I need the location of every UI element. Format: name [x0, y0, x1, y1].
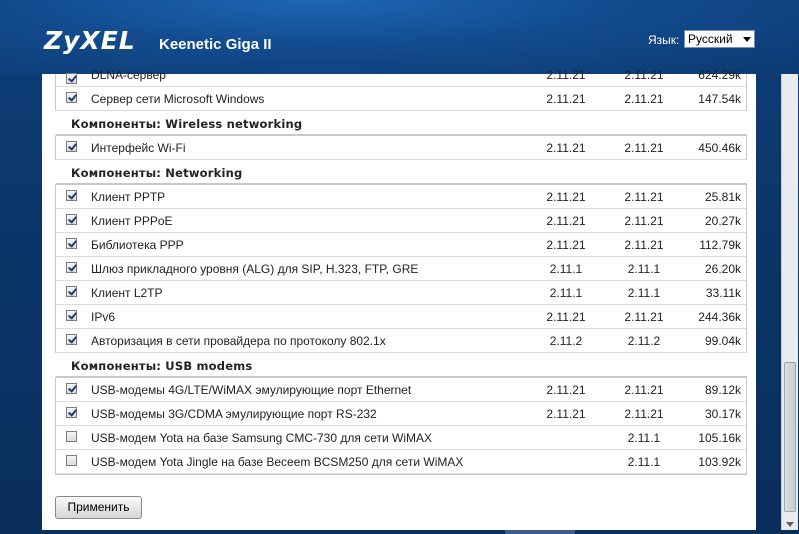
table-row — [56, 402, 746, 426]
component-checkbox[interactable] — [66, 190, 77, 201]
components-table — [55, 68, 747, 475]
component-checkbox[interactable] — [66, 92, 77, 103]
component-checkbox[interactable] — [66, 238, 77, 249]
component-size: 30.17k — [704, 407, 741, 421]
component-size: 20.27k — [704, 214, 741, 228]
table-row — [56, 185, 746, 209]
component-checkbox[interactable] — [66, 310, 77, 321]
component-checkbox[interactable] — [66, 141, 77, 152]
component-size: 105.16k — [698, 431, 741, 445]
component-checkbox[interactable] — [66, 334, 77, 345]
component-name: USB-модем Yota Jingle на базе Beceem BCSM250 для сети WiMAX — [91, 455, 464, 469]
component-name: Сервер сети Microsoft Windows — [91, 92, 265, 106]
language-selected-value: Русский — [688, 32, 733, 46]
bottom-tab-indicator — [505, 530, 575, 534]
table-row — [56, 257, 746, 281]
component-name: USB-модемы 4G/LTE/WiMAX эмулирующие порт Ethernet — [91, 383, 412, 397]
available-version: 2.11.1 — [627, 455, 661, 469]
table-row — [56, 68, 746, 87]
component-checkbox[interactable] — [66, 431, 77, 442]
component-name: Библиотека PPP — [91, 238, 184, 252]
installed-version: 2.11.21 — [546, 310, 586, 324]
apply-button[interactable]: Применить — [55, 496, 142, 519]
component-checkbox[interactable] — [66, 262, 77, 273]
available-version: 2.11.21 — [624, 214, 664, 228]
component-checkbox[interactable] — [66, 407, 77, 418]
components-panel — [42, 68, 756, 530]
scrollbar-thumb[interactable] — [784, 362, 796, 512]
bottom-tab-strip — [0, 530, 799, 534]
table-row — [56, 281, 746, 305]
component-size: 244.36k — [698, 310, 741, 324]
component-name: Авторизация в сети провайдера по протоколу 802.1x — [91, 334, 386, 348]
group-title: Компоненты: Wireless networking — [71, 117, 303, 131]
group-title: Компоненты: USB modems — [71, 359, 253, 373]
available-version: 2.11.1 — [627, 286, 661, 300]
component-size: 99.04k — [704, 334, 741, 348]
table-row — [56, 329, 746, 353]
header-bar — [0, 0, 799, 74]
component-size: 26.20k — [704, 262, 741, 276]
table-row — [56, 233, 746, 257]
component-size: 25.81k — [704, 190, 741, 204]
available-version: 2.11.1 — [627, 431, 661, 445]
installed-version: 2.11.1 — [549, 286, 583, 300]
installed-version: 2.11.21 — [546, 68, 586, 82]
component-group-header — [55, 160, 747, 185]
component-name: Шлюз прикладного уровня (ALG) для SIP, H.323, FTP, GRE — [91, 262, 419, 276]
scroll-down-arrow-icon[interactable] — [786, 522, 794, 527]
installed-version: 2.11.21 — [546, 190, 586, 204]
available-version: 2.11.1 — [627, 262, 661, 276]
component-size: 147.54k — [698, 92, 741, 106]
component-size: 89.12k — [704, 383, 741, 397]
component-checkbox[interactable] — [66, 455, 77, 466]
product-name: Keenetic Giga II — [159, 36, 272, 53]
available-version: 2.11.21 — [624, 68, 664, 82]
component-group-header — [55, 353, 747, 378]
component-name: DLNA-сервер — [91, 68, 166, 82]
available-version: 2.11.21 — [624, 407, 664, 421]
component-name: IPv6 — [91, 310, 116, 324]
table-row — [56, 426, 746, 450]
available-version: 2.11.21 — [624, 310, 664, 324]
table-row — [56, 209, 746, 233]
component-name: Клиент PPPoE — [91, 214, 173, 228]
component-size: 103.92k — [698, 455, 741, 469]
zyxel-logo: ZyXEL — [44, 26, 136, 55]
installed-version: 2.11.21 — [546, 238, 586, 252]
installed-version: 2.11.21 — [546, 141, 586, 155]
component-checkbox[interactable] — [66, 73, 77, 84]
table-row — [56, 450, 746, 474]
component-name: Интерфейс Wi-Fi — [91, 141, 186, 155]
installed-version: 2.11.2 — [549, 334, 583, 348]
language-label: Язык: — [648, 33, 680, 47]
installed-version: 2.11.21 — [546, 92, 586, 106]
available-version: 2.11.21 — [624, 238, 664, 252]
chevron-down-icon — [743, 37, 751, 42]
component-name: USB-модем Yota на базе Samsung CMC-730 для сети WiMAX — [91, 431, 433, 445]
table-row — [56, 87, 746, 111]
component-size: 112.79k — [699, 238, 741, 252]
available-version: 2.11.21 — [624, 92, 664, 106]
component-name: Клиент L2TP — [91, 286, 163, 300]
component-group-header — [55, 111, 747, 136]
component-size: 33.11k — [705, 286, 741, 300]
installed-version: 2.11.21 — [546, 407, 586, 421]
component-name: USB-модемы 3G/CDMA эмулирующие порт RS-232 — [91, 407, 377, 421]
available-version: 2.11.21 — [624, 383, 664, 397]
component-size: 450.46k — [698, 141, 741, 155]
available-version: 2.11.21 — [624, 190, 664, 204]
vertical-scrollbar[interactable] — [781, 74, 798, 530]
installed-version: 2.11.21 — [546, 214, 586, 228]
table-row — [56, 378, 746, 402]
component-size: 624.29k — [698, 68, 741, 82]
component-checkbox[interactable] — [66, 383, 77, 394]
installed-version: 2.11.1 — [549, 262, 583, 276]
available-version: 2.11.2 — [627, 334, 661, 348]
installed-version: 2.11.21 — [546, 383, 586, 397]
language-select[interactable] — [684, 30, 755, 48]
table-row — [56, 136, 746, 160]
table-row — [56, 305, 746, 329]
component-checkbox[interactable] — [66, 214, 77, 225]
available-version: 2.11.21 — [624, 141, 664, 155]
component-checkbox[interactable] — [66, 286, 77, 297]
component-name: Клиент PPTP — [91, 190, 166, 204]
group-title: Компоненты: Networking — [71, 166, 243, 180]
